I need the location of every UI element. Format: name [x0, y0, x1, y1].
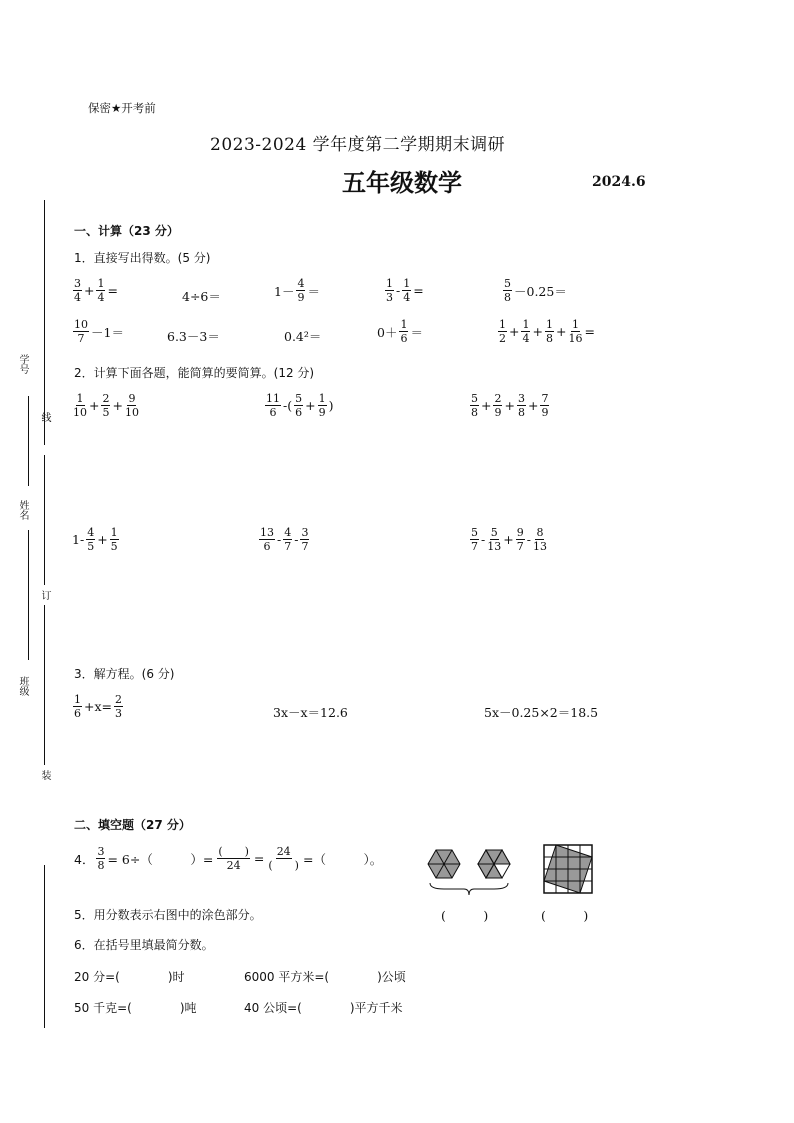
binding-line-lower — [44, 605, 45, 765]
q2-title: 2．计算下面各题，能简算的要简算。(12 分) — [74, 366, 315, 380]
q3-title: 3．解方程。(6 分) — [74, 667, 175, 681]
q6-title: 6．在括号里填最简分数。 — [74, 938, 214, 952]
q2-item-6: $\frac{5}{7}$ - $\frac{5}{13}$ + $\frac{9}{7}$ - $\frac{8}{13}$ — [471, 526, 547, 553]
q6-item-2[interactable]: 6000 平方米=( )公顷 — [244, 970, 406, 984]
section1-title: 一、计算（23 分） — [74, 224, 179, 238]
q5-blank-2[interactable]: ( ) — [541, 908, 589, 923]
q1-item-10: $\frac{1}{2}$ + $\frac{1}{4}$ + $\frac{1}{8}$ + $\frac{1}{16}$ = — [499, 318, 595, 345]
hexagon-2 — [478, 850, 510, 878]
exam-year-title: 2023-2024 学年度第二学期期末调研 — [210, 135, 506, 155]
q6-item-1[interactable]: 20 分=( )时 — [74, 970, 185, 984]
exam-date: 2024.6 — [592, 174, 646, 190]
grid-square — [544, 845, 592, 893]
q5-figures — [420, 843, 604, 903]
q4-line: 4． $\frac{3}{8}$ = 6÷（ ）= $\frac{( )}{24}$ = $\frac{24}{( )}$ =（ ）。 — [74, 845, 383, 872]
q2-item-2: $\frac{11}{6}$ -( $\frac{5}{6}$ + $\frac{1}{9}$ ) — [266, 392, 334, 419]
q3-item-3: 5x－0.25×2＝18.5 — [484, 705, 599, 720]
binding-line-bottom — [44, 865, 45, 1028]
q1-item-6: $\frac{10}{7}$ －1＝ — [74, 318, 124, 345]
q1-item-5: $\frac{5}{8}$ －0.25＝ — [504, 277, 567, 304]
q5-blank-1[interactable]: ( ) — [441, 908, 489, 923]
q2-item-1: $\frac{1}{10}$ + $\frac{2}{5}$ + $\frac{9}{10}$ — [73, 392, 139, 419]
q1-item-9: 0＋ $\frac{1}{6}$ ＝ — [377, 318, 423, 345]
hexagon-1 — [428, 850, 460, 878]
q1-item-4: $\frac{1}{3}$ - $\frac{1}{4}$ = — [386, 277, 424, 304]
side-label-seal: 装 — [39, 770, 50, 780]
side-label-bind: 订 — [39, 590, 50, 600]
section2-title: 二、填空题（27 分） — [74, 818, 191, 832]
q1-item-7: 6.3－3＝ — [167, 329, 220, 344]
q6-item-4[interactable]: 40 公顷=( )平方千米 — [244, 1001, 403, 1015]
q1-item-8: 0.4²＝ — [284, 329, 322, 344]
side-label-class: 班级 — [17, 676, 28, 696]
page-title: 五年级数学 — [342, 168, 462, 197]
side-label-name: 姓名 — [17, 500, 28, 520]
confidential-mark: 保密★开考前 — [88, 101, 156, 115]
binding-line-middle — [44, 455, 45, 585]
name-line — [28, 396, 29, 486]
q1-item-3: 1－ $\frac{4}{9}$ ＝ — [274, 277, 320, 304]
q1-title: 1．直接写出得数。(5 分) — [74, 251, 211, 265]
q2-item-5: $\frac{13}{6}$ - $\frac{4}{7}$ - $\frac{3}{7}$ — [260, 526, 309, 553]
q5-text: 5．用分数表示右图中的涂色部分。 — [74, 908, 262, 922]
q2-item-3: $\frac{5}{8}$ + $\frac{2}{9}$ + $\frac{3}{8}$ + $\frac{7}{9}$ — [471, 392, 549, 419]
class-line — [28, 530, 29, 660]
q2-item-4: 1- $\frac{4}{5}$ + $\frac{1}{5}$ — [72, 526, 118, 553]
side-label-line: 线 — [39, 412, 50, 422]
q3-item-1: $\frac{1}{6}$ +x= $\frac{2}{3}$ — [74, 693, 122, 720]
q3-item-2: 3x－x＝12.6 — [273, 705, 348, 720]
binding-line-upper — [44, 200, 45, 445]
q6-item-3[interactable]: 50 千克=( )吨 — [74, 1001, 197, 1015]
side-label-student-no: 学号 — [17, 354, 28, 374]
brace — [430, 883, 508, 895]
q1-item-2: 4÷6＝ — [182, 289, 221, 304]
q1-item-1: $\frac{3}{4}$ + $\frac{1}{4}$ = — [74, 277, 118, 304]
